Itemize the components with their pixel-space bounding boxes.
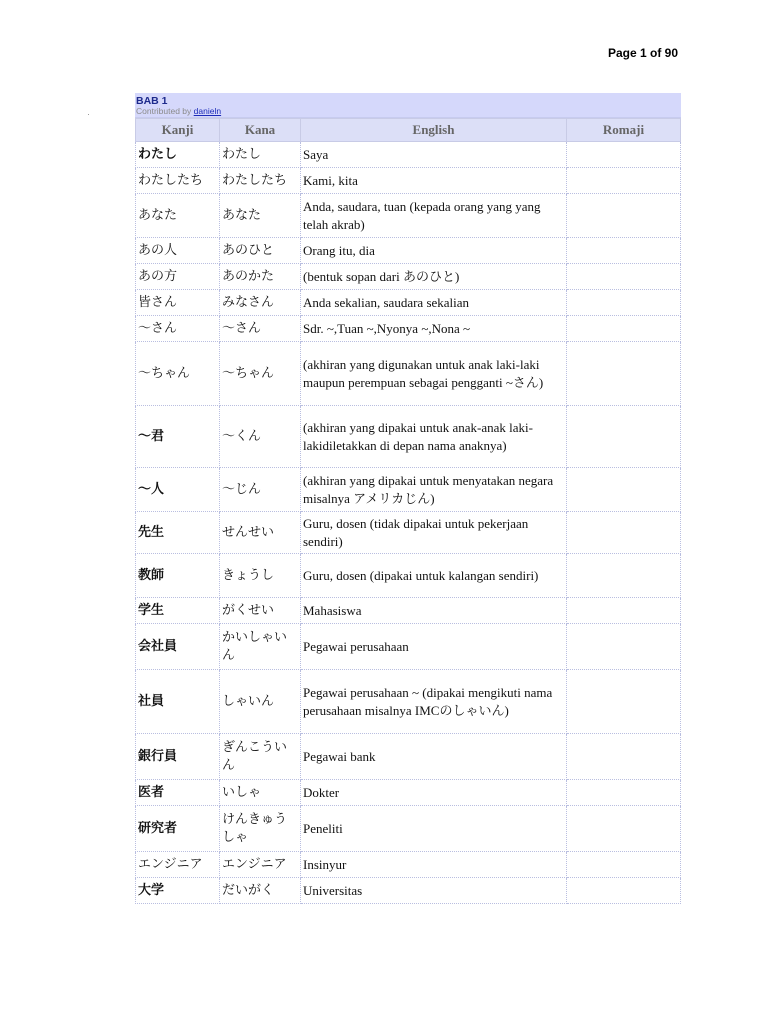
kana-cell: せんせい [220, 512, 301, 554]
romaji-cell [567, 342, 681, 406]
kana-cell: しゃいん [220, 670, 301, 734]
romaji-cell [567, 734, 681, 780]
kana-cell: ぎんこういん [220, 734, 301, 780]
kanji-cell: ～人 [136, 468, 220, 512]
english-cell: Mahasiswa [301, 598, 567, 624]
kana-cell: ～くん [220, 406, 301, 468]
kanji-cell: 会社員 [136, 624, 220, 670]
contributor-line [136, 106, 221, 116]
romaji-cell [567, 598, 681, 624]
kana-cell: ～さん [220, 316, 301, 342]
english-cell: Guru, dosen (dipakai untuk kalangan sendiri) [301, 554, 567, 598]
table-row [136, 878, 681, 904]
kana-cell: がくせい [220, 598, 301, 624]
kanji-cell: ～君 [136, 406, 220, 468]
kanji-cell: あなた [136, 194, 220, 238]
table-row [136, 468, 681, 512]
table-row [136, 780, 681, 806]
kanji-cell: あの人 [136, 238, 220, 264]
romaji-cell [567, 780, 681, 806]
kana-cell: わたし [220, 142, 301, 168]
kana-cell: かいしゃいん [220, 624, 301, 670]
kana-cell: けんきゅうしゃ [220, 806, 301, 852]
kanji-cell: 大学 [136, 878, 220, 904]
kana-cell: あのかた [220, 264, 301, 290]
english-cell: Orang itu, dia [301, 238, 567, 264]
english-cell: (akhiran yang dipakai untuk anak-anak laki-lakidiletakkan di depan nama anaknya) [301, 406, 567, 468]
vocabulary-table [135, 118, 681, 904]
romaji-cell [567, 806, 681, 852]
kana-cell: エンジニア [220, 852, 301, 878]
english-cell: Dokter [301, 780, 567, 806]
table-row [136, 554, 681, 598]
table-row [136, 624, 681, 670]
romaji-cell [567, 238, 681, 264]
table-row [136, 142, 681, 168]
column-header-kanji: Kanji [136, 119, 220, 142]
kanji-cell: ～ちゃん [136, 342, 220, 406]
english-cell: (bentuk sopan dari あのひと) [301, 264, 567, 290]
romaji-cell [567, 670, 681, 734]
english-cell: Anda, saudara, tuan (kepada orang yang yang telah akrab) [301, 194, 567, 238]
romaji-cell [567, 194, 681, 238]
table-row [136, 806, 681, 852]
kanji-cell: あの方 [136, 264, 220, 290]
kanji-cell: 社員 [136, 670, 220, 734]
section-title: BAB 1 [136, 95, 168, 107]
kanji-cell: 銀行員 [136, 734, 220, 780]
table-row [136, 316, 681, 342]
english-cell: Insinyur [301, 852, 567, 878]
kana-cell: あのひと [220, 238, 301, 264]
vocabulary-sheet [135, 93, 681, 904]
romaji-cell [567, 142, 681, 168]
contributed-by-label: Contributed by [136, 106, 192, 116]
table-row [136, 852, 681, 878]
romaji-cell [567, 624, 681, 670]
kana-cell: あなた [220, 194, 301, 238]
table-row [136, 598, 681, 624]
section-header [135, 93, 681, 118]
column-header-kana: Kana [220, 119, 301, 142]
column-header-english: English [301, 119, 567, 142]
romaji-cell [567, 406, 681, 468]
kana-cell: きょうし [220, 554, 301, 598]
kanji-cell: 医者 [136, 780, 220, 806]
kanji-cell: わたし [136, 142, 220, 168]
romaji-cell [567, 290, 681, 316]
table-row [136, 238, 681, 264]
english-cell: Pegawai perusahaan ~ (dipakai mengikuti nama perusahaan misalnya IMCのしゃいん) [301, 670, 567, 734]
kana-cell: ～ちゃん [220, 342, 301, 406]
table-row [136, 168, 681, 194]
romaji-cell [567, 554, 681, 598]
vocabulary-rows [136, 142, 681, 904]
kanji-cell: ～さん [136, 316, 220, 342]
english-cell: (akhiran yang dipakai untuk menyatakan negara misalnya アメリカじん) [301, 468, 567, 512]
kana-cell: いしゃ [220, 780, 301, 806]
english-cell: Pegawai perusahaan [301, 624, 567, 670]
table-row [136, 342, 681, 406]
header-row [136, 119, 681, 142]
romaji-cell [567, 168, 681, 194]
table-row [136, 670, 681, 734]
kanji-cell: わたしたち [136, 168, 220, 194]
english-cell: Pegawai bank [301, 734, 567, 780]
kanji-cell: エンジニア [136, 852, 220, 878]
english-cell: Saya [301, 142, 567, 168]
stray-mark [88, 114, 89, 115]
kanji-cell: 皆さん [136, 290, 220, 316]
romaji-cell [567, 878, 681, 904]
romaji-cell [567, 852, 681, 878]
kana-cell: みなさん [220, 290, 301, 316]
english-cell: Guru, dosen (tidak dipakai untuk pekerjaan sendiri) [301, 512, 567, 554]
english-cell: Universitas [301, 878, 567, 904]
column-header-romaji: Romaji [567, 119, 681, 142]
english-cell: Peneliti [301, 806, 567, 852]
table-row [136, 290, 681, 316]
kanji-cell: 研究者 [136, 806, 220, 852]
kanji-cell: 学生 [136, 598, 220, 624]
romaji-cell [567, 264, 681, 290]
english-cell: Sdr. ~,Tuan ~,Nyonya ~,Nona ~ [301, 316, 567, 342]
kana-cell: わたしたち [220, 168, 301, 194]
romaji-cell [567, 316, 681, 342]
kana-cell: ～じん [220, 468, 301, 512]
kana-cell: だいがく [220, 878, 301, 904]
table-row [136, 264, 681, 290]
english-cell: Anda sekalian, saudara sekalian [301, 290, 567, 316]
table-row [136, 194, 681, 238]
page-number: Page 1 of 90 [608, 46, 679, 60]
romaji-cell [567, 512, 681, 554]
english-cell: Kami, kita [301, 168, 567, 194]
kanji-cell: 先生 [136, 512, 220, 554]
romaji-cell [567, 468, 681, 512]
kanji-cell: 教師 [136, 554, 220, 598]
table-row [136, 512, 681, 554]
english-cell: (akhiran yang digunakan untuk anak laki-laki maupun perempuan sebagai pengganti ~さん) [301, 342, 567, 406]
author-link[interactable]: danieln [193, 106, 222, 116]
table-row [136, 406, 681, 468]
table-row [136, 734, 681, 780]
